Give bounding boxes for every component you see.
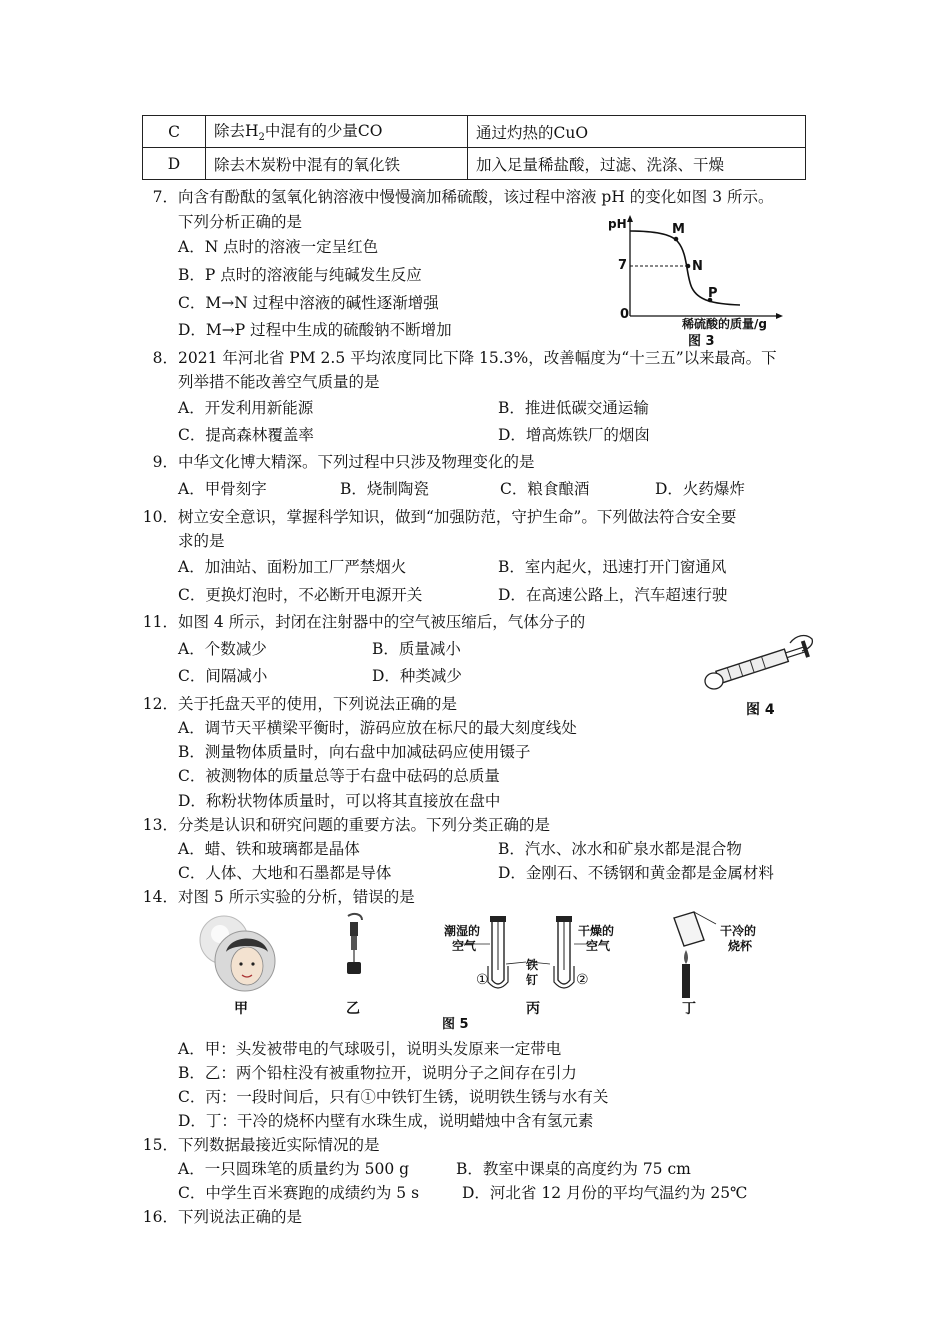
q13-option-b: B．汽水、冰水和矿泉水都是混合物: [498, 840, 742, 858]
point-n-label: N: [692, 259, 703, 274]
q10-option-b: B．室内起火，迅速打开门窗通风: [498, 558, 727, 576]
tube-2-label: ②: [576, 972, 589, 988]
q16-stem: 16．下列说法正确的是: [142, 1208, 303, 1226]
iron-nail-label: 铁: [526, 958, 539, 972]
left-hand: [705, 673, 723, 689]
q14-option-a: A．甲：头发被带电的气球吸引，说明头发原来一定带电: [178, 1040, 562, 1058]
figure-3-caption: 图 3: [688, 334, 715, 349]
table-goal-cell: 除去木炭粉中混有的氧化铁: [206, 148, 468, 180]
q12-option-b: B．测量物体质量时，向右盘中加减砝码应使用镊子: [178, 743, 531, 761]
q14-option-b: B．乙：两个铅柱没有被重物拉开，说明分子之间存在引力: [178, 1064, 577, 1082]
q12-option-c: C．被测物体的质量总等于右盘中砝码的总质量: [178, 767, 500, 785]
table-row: [143, 116, 806, 148]
q7-option-c: C．M→N 过程中溶液的碱性逐渐增强: [178, 294, 439, 312]
table-option-cell: C: [143, 116, 206, 148]
q10-option-d: D．在高速公路上，汽车超速行驶: [498, 586, 728, 604]
q13-option-a: A．蜡、铁和玻璃都是晶体: [178, 840, 360, 858]
q8-option-b: B．推进低碳交通运输: [498, 399, 649, 417]
point-p-label: P: [708, 286, 718, 301]
dry-air-label: 干燥的: [578, 924, 615, 938]
table-row: [143, 148, 806, 180]
q13-option-c: C．人体、大地和石墨都是导体: [178, 864, 392, 882]
table-goal-cell: 除去$H_2$中混有的少量CO: [206, 116, 468, 148]
label-jia: 甲: [234, 1001, 248, 1017]
q15-stem: 15．下列数据最接近实际情况的是: [142, 1136, 380, 1154]
cold-beaker-label: 干冷的: [720, 924, 757, 938]
q11-option-d: D．种类减少: [372, 667, 462, 685]
q10-option-a: A．加油站、面粉加工厂严禁烟火: [178, 558, 407, 576]
yi-lead-cylinders: [347, 914, 362, 974]
q9-option-a: A．甲骨刻字: [178, 480, 267, 498]
options-table: [142, 115, 806, 180]
q13-stem: 13．分类是认识和研究问题的重要方法。下列分类正确的是: [142, 816, 551, 834]
q9-option-b: B．烧制陶瓷: [340, 480, 429, 498]
wet-air-label: 潮湿的: [444, 924, 481, 938]
q7-option-d: D．M→P 过程中生成的硫酸钠不断增加: [178, 321, 452, 339]
ph-curve: [630, 231, 740, 305]
q15-option-b: B．教室中课桌的高度约为 75 cm: [456, 1160, 691, 1178]
figure-4-syringe: [698, 625, 816, 720]
table-method-cell: 加入足量稀盐酸，过滤、洗涤、干燥: [468, 148, 806, 180]
q10-stem-cont: 求的是: [178, 532, 225, 550]
y-axis-label: pH: [608, 217, 627, 231]
q7-option-a: A．N 点时的溶液一定呈红色: [178, 238, 379, 256]
jia-balloon-girl: [200, 916, 275, 991]
tube-1-label: ①: [476, 972, 489, 988]
wet-air-label-2: 空气: [452, 939, 477, 953]
q12-option-d: D．称粉状物体质量时，可以将其直接放在盘中: [178, 792, 501, 810]
figure-5: [190, 908, 790, 1033]
cold-beaker-label-2: 烧杯: [728, 939, 753, 953]
table-option-cell: D: [143, 148, 206, 180]
q15-option-a: A．一只圆珠笔的质量约为 500 g: [178, 1160, 410, 1178]
q8-option-a: A．开发利用新能源: [178, 399, 314, 417]
q10-option-c: C．更换灯泡时，不必断开电源开关: [178, 586, 423, 604]
x-axis-label: 稀硫酸的质量/g: [682, 317, 767, 331]
q13-option-d: D．金刚石、不锈钢和黄金都是金属材料: [498, 864, 774, 882]
y-tick-7: 7: [618, 258, 628, 273]
q11-option-b: B．质量减小: [372, 640, 461, 658]
q7-stem: 7．向含有酚酞的氢氧化钠溶液中慢慢滴加稀硫酸，该过程中溶液 pH 的变化如图 3 所示。: [152, 188, 774, 206]
dry-air-label-2: 空气: [586, 939, 611, 953]
ding-beaker-candle: [674, 912, 716, 998]
table-method-cell: 通过灼热的CuO: [468, 116, 806, 148]
q9-stem: 9．中华文化博大精深。下列过程中只涉及物理变化的是: [152, 453, 535, 471]
q14-stem: 14．对图 5 所示实验的分析，错误的是: [142, 888, 415, 906]
iron-nail-label-2: 钉: [526, 973, 539, 987]
q8-option-c: C．提高森林覆盖率: [178, 426, 314, 444]
point-m: [674, 237, 679, 242]
q8-stem-cont: 列举措不能改善空气质量的是: [178, 373, 380, 391]
figure-4-caption: 图 4: [746, 702, 775, 718]
q14-option-d: D．丁：干冷的烧杯内壁有水珠生成，说明蜡烛中含有氢元素: [178, 1112, 594, 1130]
q10-stem: 10．树立安全意识，掌握科学知识，做到“加强防范，守护生命”。下列做法符合安全要: [142, 508, 737, 526]
q9-option-d: D．火药爆炸: [655, 480, 745, 498]
label-bing: 丙: [526, 1001, 540, 1017]
q12-stem: 12．关于托盘天平的使用，下列说法正确的是: [142, 695, 458, 713]
origin-label: 0: [620, 307, 630, 322]
q7-stem-cont: 下列分析正确的是: [178, 213, 303, 231]
label-ding: 丁: [682, 1001, 696, 1017]
q9-option-c: C．粮食酿酒: [500, 480, 590, 498]
q11-stem: 11．如图 4 所示，封闭在注射器中的空气被压缩后，气体分子的: [142, 613, 586, 631]
q7-option-b: B．P 点时的溶液能与纯碱发生反应: [178, 266, 422, 284]
point-m-label: M: [672, 222, 685, 237]
q11-option-a: A．个数减少: [178, 640, 267, 658]
q11-option-c: C．间隔减小: [178, 667, 268, 685]
point-n: [686, 264, 691, 269]
q12-option-a: A．调节天平横梁平衡时，游码应放在标尺的最大刻度线处: [178, 719, 577, 737]
figure-3-ph-graph: [600, 212, 790, 347]
q15-option-d: D．河北省 12 月份的平均气温约为 25℃: [462, 1184, 748, 1202]
q14-option-c: C．丙：一段时间后，只有①中铁钉生锈，说明铁生锈与水有关: [178, 1088, 609, 1106]
label-yi: 乙: [346, 1001, 360, 1017]
figure-5-caption: 图 5: [442, 1017, 469, 1032]
q8-stem: 8．2021 年河北省 PM 2.5 平均浓度同比下降 15.3%，改善幅度为“十三五”以来最高。下: [152, 349, 777, 367]
q15-option-c: C．中学生百米赛跑的成绩约为 5 s: [178, 1184, 420, 1202]
q8-option-d: D．增高炼铁厂的烟囱: [498, 426, 650, 444]
